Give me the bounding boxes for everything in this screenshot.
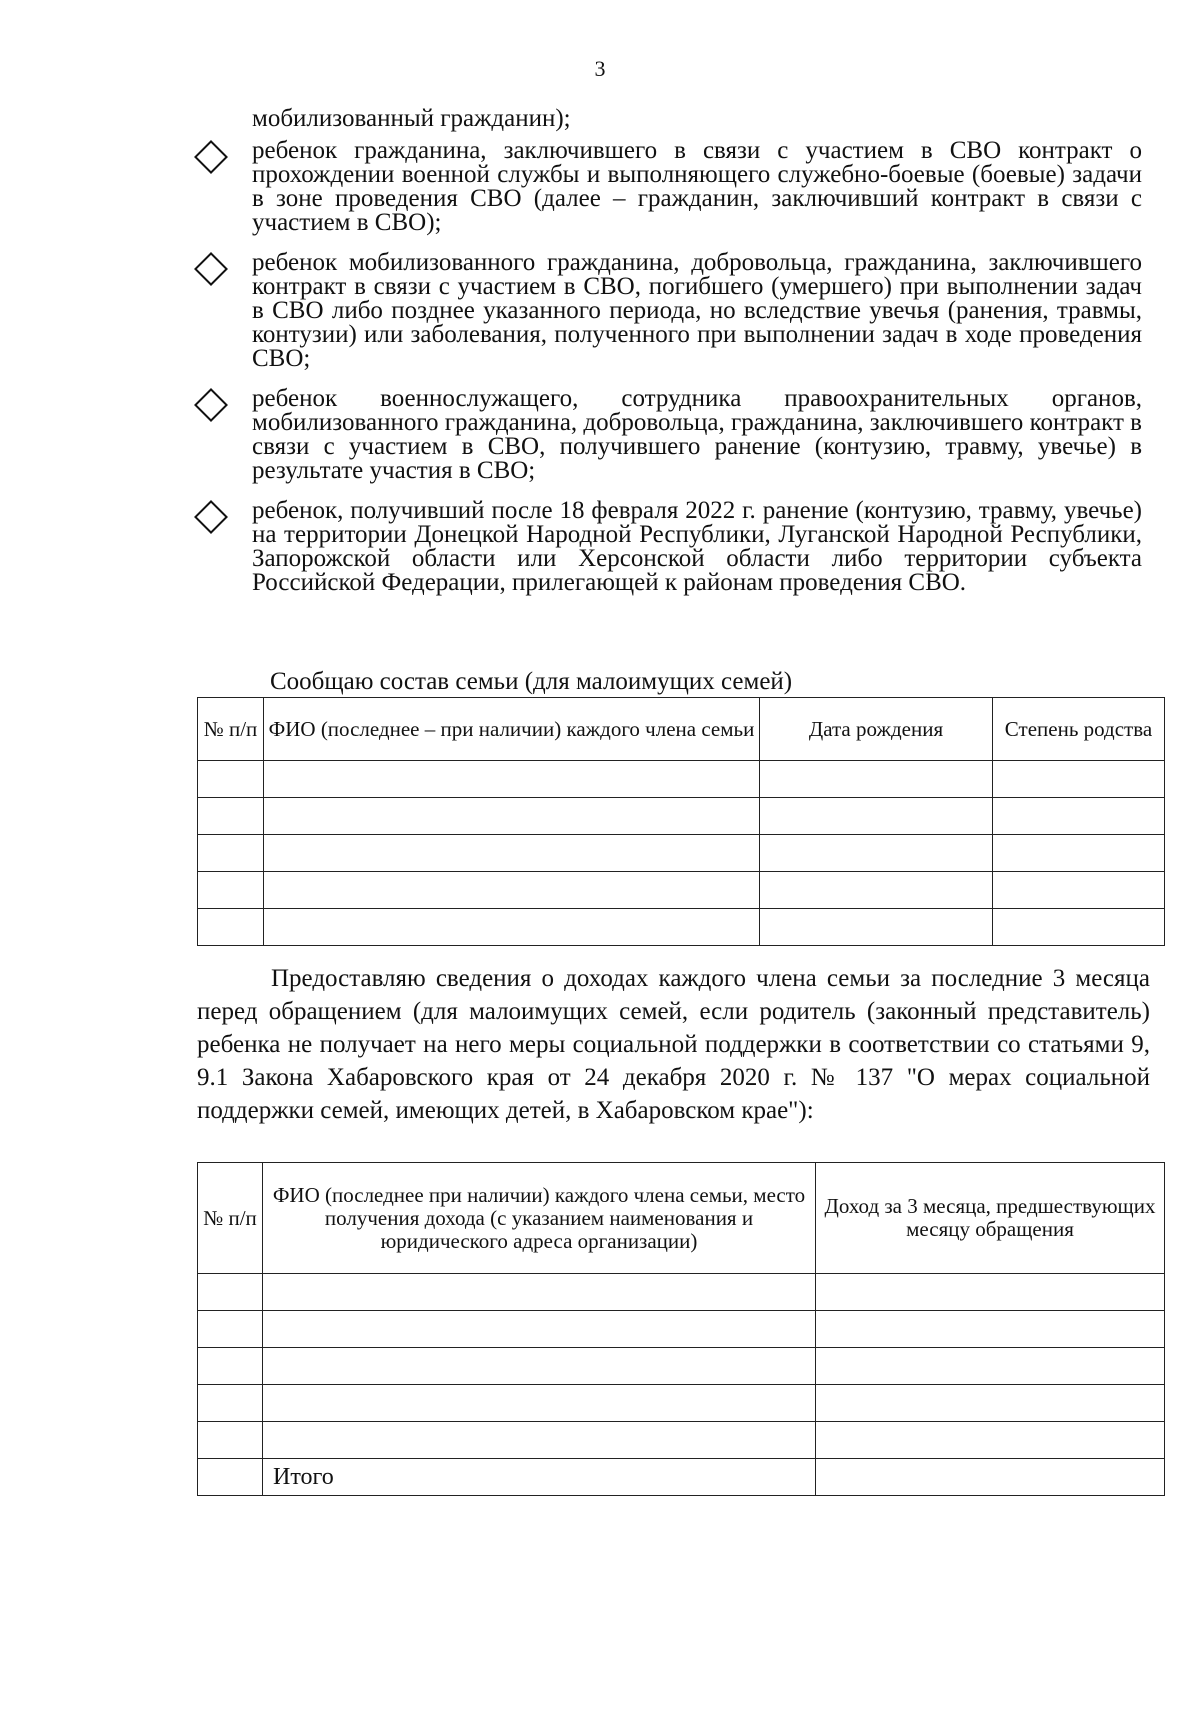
table-row [198, 798, 1165, 835]
table-row [198, 909, 1165, 946]
table-row [198, 835, 1165, 872]
total-label: Итого [263, 1459, 816, 1496]
family-header-birthdate: Дата рождения [760, 698, 993, 761]
family-table [197, 697, 1165, 946]
diamond-checkbox-icon[interactable] [194, 500, 228, 534]
bullet-item [190, 387, 1142, 483]
bullet-item [190, 499, 1142, 595]
diamond-checkbox-icon[interactable] [194, 140, 228, 174]
bullet-text: ребенок мобилизованного гражданина, добровольца, гражданина, заключившего контракт в связи с участием в СВО, погибшего (умершего) при выполнении задач в СВО либо позднее указанного периода, но вследствие увечья (ранения, травмы, контузии) или заболевания, полученного при выполнении задач в ходе проведения СВО; [252, 249, 1142, 372]
bullet-text: ребенок гражданина, заключившего в связи с участием в СВО контракт о прохождении военной службы и выполняющего служебно-боевые (боевые) задачи в зоне проведения СВО (далее – гражданин, заключивший контракт в связи с участием в СВО); [252, 137, 1142, 236]
bullet-item [190, 139, 1142, 235]
table-row [198, 872, 1165, 909]
table-row [198, 1385, 1165, 1422]
page-number: 3 [594, 56, 606, 81]
bullet-text: ребенок военнослужащего, сотрудника правоохранительных органов, мобилизованного гражданина, добровольца, гражданина, заключившего контракт в связи с участием в СВО, получившего ранение (контузию, травму, увечье) в результате участия в СВО; [252, 385, 1142, 484]
family-table-caption: Сообщаю состав семьи (для малоимущих семей) [270, 668, 793, 695]
income-table [197, 1162, 1165, 1496]
lead-text: мобилизованный гражданин); [252, 105, 571, 132]
diamond-checkbox-icon[interactable] [194, 252, 228, 286]
bullet-text: ребенок, получивший после 18 февраля 2022 г. ранение (контузию, травму, увечье) на территории Донецкой Народной Республики, Луганской Народной Республики, Запорожской области или Херсонской области либо территории субъекта Российской Федерации, прилегающей к районам проведения СВО. [252, 497, 1142, 596]
total-amount-cell[interactable] [816, 1459, 1165, 1496]
table-row [198, 761, 1165, 798]
family-header-relation: Степень родства [993, 698, 1165, 761]
table-row [198, 1311, 1165, 1348]
family-header-name: ФИО (последнее – при наличии) каждого члена семьи [264, 698, 760, 761]
diamond-checkbox-icon[interactable] [194, 388, 228, 422]
table-row [198, 1348, 1165, 1385]
income-header-amount: Доход за 3 месяца, предшествующих месяцу обращения [816, 1163, 1165, 1274]
table-row [198, 1422, 1165, 1459]
income-header-name: ФИО (последнее при наличии) каждого члена семьи, место получения дохода (с указанием наименования и юридического адреса организации) [263, 1163, 816, 1274]
income-paragraph: Предоставляю сведения о доходах каждого члена семьи за последние 3 месяца перед обращением (для малоимущих семей, если родитель (законный представитель) ребенка не получает на него меры социальной поддержки в соответствии со статьями 9, 9.1 Закона Хабаровского края от 24 декабря 2020 г. № 137 "О мерах социальной поддержки семей, имеющих детей, в Хабаровском крае"): [197, 965, 1150, 1124]
family-header-number: № п/п [198, 698, 264, 761]
table-row [198, 1274, 1165, 1311]
bullet-list [190, 105, 1142, 611]
income-header-number: № п/п [198, 1163, 263, 1274]
bullet-item [190, 251, 1142, 371]
total-row [198, 1459, 1165, 1496]
